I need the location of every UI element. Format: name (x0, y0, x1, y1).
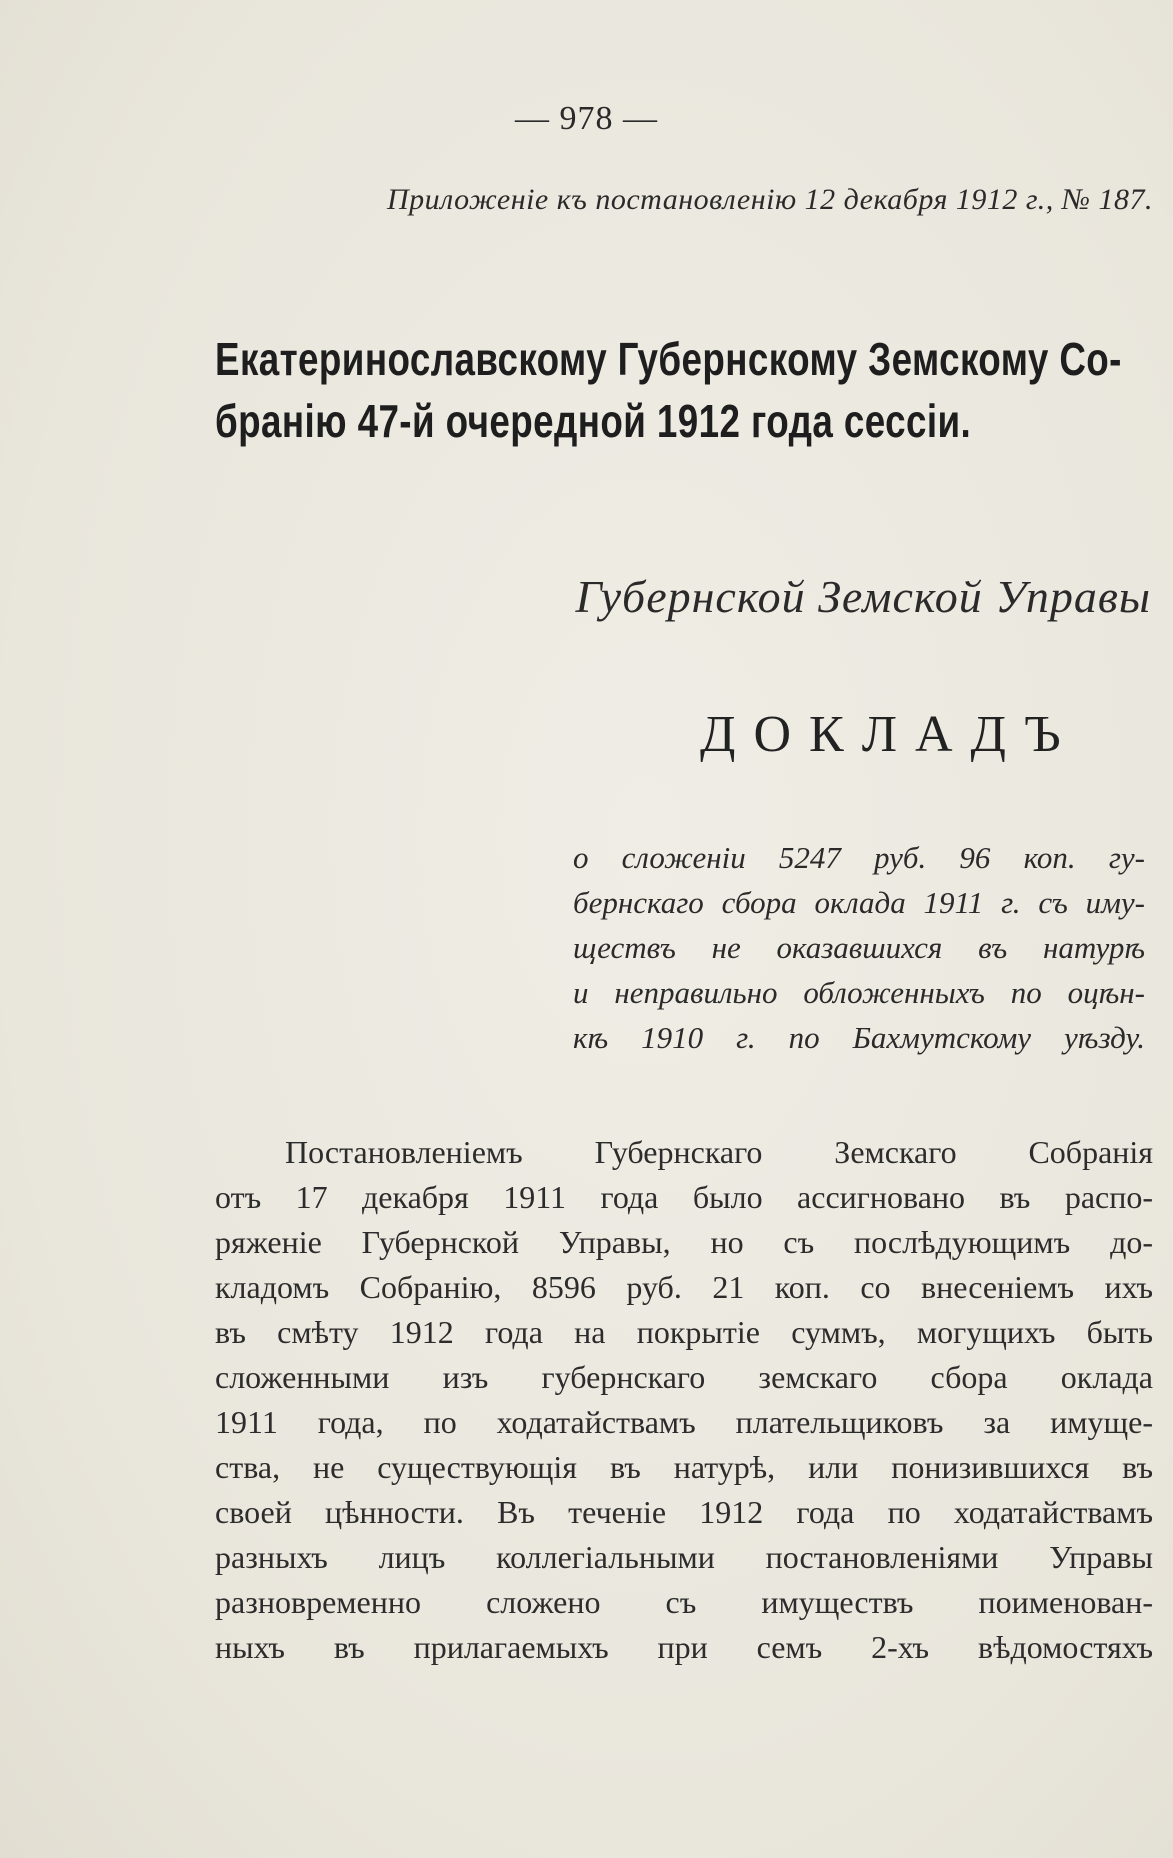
report-title: ДОКЛАДЪ (700, 706, 1079, 763)
body-line: кладомъ Собранію, 8596 руб. 21 коп. со внесеніемъ ихъ (215, 1269, 1153, 1305)
body-line: разныхъ лицъ коллегіальными постановленіями Управы (215, 1539, 1153, 1575)
heading-line: бранію 47-й очередной 1912 года сессіи. (215, 395, 972, 447)
body-line: разновременно сложено съ имуществъ поименован- (215, 1584, 1153, 1620)
body-line: своей цѣнности. Въ теченіе 1912 года по ходатайствамъ (215, 1494, 1153, 1530)
subject-line: бернскаго сбора оклада 1911 г. съ иму- (573, 885, 1145, 920)
body-line: ныхъ въ прилагаемыхъ при семъ 2-хъ вѣдомостяхъ (215, 1629, 1153, 1665)
body-line: ства, не существующія въ натурѣ, или понизившихся въ (215, 1449, 1153, 1485)
body-line: отъ 17 декабря 1911 года было ассигновано въ распо- (215, 1179, 1153, 1215)
body-line: 1911 года, по ходатайствамъ плательщиковъ за имуще- (215, 1404, 1153, 1440)
body-line: Постановленіемъ Губернскаго Земскаго Собранія (285, 1134, 1153, 1170)
body-line: сложенными изъ губернскаго земскаго сбора оклада (215, 1359, 1153, 1395)
subject-line: ществъ не оказавшихся въ натурѣ (573, 930, 1145, 965)
issuing-authority: Губернской Земской Управы (575, 571, 1151, 622)
document-heading (215, 328, 1149, 452)
body-paragraph (215, 1130, 1153, 1670)
subject-line: кѣ 1910 г. по Бахмутскому уѣзду. (573, 1020, 1145, 1055)
page-number: — 978 — (515, 100, 658, 137)
body-line: ряженіе Губернской Управы, но съ послѣдующимъ до- (215, 1224, 1153, 1260)
subject-line: и неправильно обложенныхъ по оцѣн- (573, 975, 1145, 1010)
body-line: въ смѣту 1912 года на покрытіе суммъ, могущихъ быть (215, 1314, 1153, 1350)
report-subject (573, 835, 1145, 1060)
subject-line: о сложеніи 5247 руб. 96 коп. гу- (573, 840, 1145, 875)
appendix-note: Приложеніе къ постановленію 12 декабря 1912 г., № 187. (387, 183, 1153, 216)
heading-line: Екатеринославскому Губернскому Земскому Со- (215, 333, 1122, 385)
